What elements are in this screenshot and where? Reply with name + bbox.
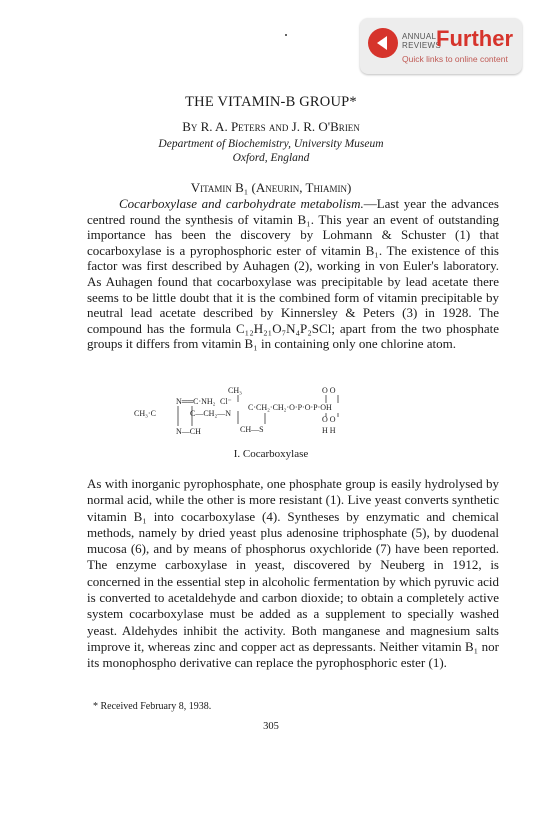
formula-o-bottom: O O (322, 415, 336, 424)
formula-ch-s: CH—S (240, 425, 264, 434)
paragraph-1 (87, 196, 499, 352)
speck (285, 34, 287, 36)
article-title: THE VITAMIN-B GROUP* (185, 94, 357, 110)
formula-chain: C·CH₂·CH₂·O·P·O·P·OH (248, 403, 332, 412)
page-number: 305 (263, 721, 279, 732)
formula-ch3-top: CH₃ (228, 386, 242, 395)
paragraph-1-lead: Cocarboxylase and carbohydrate metabolism. (119, 196, 364, 211)
formula-h-bottom: H H (322, 426, 336, 435)
affiliation-line2: Oxford, England (232, 152, 310, 164)
cocarboxylase-structure (130, 384, 370, 442)
paragraph-2: As with inorganic pyrophosphate, one phosphate group is easily hydrolysed by normal acid, while the other is more resistant (1). Live yeast converts synthetic vitamin B₁ into cocarboxylase (4). Syntheses by enzymatic and chemical methods, namely by dried yeast plus adenosine triphosphate (5), by duodenal mucosa (6), and by means of phosphorus oxychloride (7) have been reported. The enzyme carboxylase in yeast, discovered by Neuberg in 1912, is concerned in the essential step in alcoholic fermentation by which pyruvic acid is converted to acetaldehyde and carbon dioxide; to obtain a completely active system cocarboxylase must be added as a supplement to specially washed yeast. Aldehydes inhibit the activity. Both manganese and magnesium salts improve it, whereas zinc and copper act as depressants. Neither vitamin B₁ nor its monophospho derivative can replace the pyrophosphoric ester (1). (87, 476, 499, 671)
formula-cl: Cl⁻ (220, 397, 232, 406)
banner-annual: ANNUAL (402, 32, 437, 41)
formula-o-top: O O (322, 386, 336, 395)
formula-n-ch: N—CH (176, 427, 201, 436)
figure-caption: I. Cocarboxylase (233, 448, 309, 460)
formula-nh2-group: N══C·NH₂ (176, 397, 216, 406)
banner-reviews: REVIEWS (402, 41, 441, 50)
play-arrow-icon (368, 28, 398, 58)
formula-left-ch3: CH₃·C (134, 409, 156, 418)
footnote: * Received February 8, 1938. (93, 701, 212, 712)
affiliation-line1: Department of Biochemistry, University Museum (158, 138, 384, 150)
banner-further[interactable]: Further (436, 26, 513, 51)
further-banner[interactable] (360, 18, 522, 74)
formula-ch2-link: C—CH₂—N (190, 409, 232, 418)
paragraph-1-text: —Last year the advances centred round the synthesis of vitamin B₁. This year an event of outstanding importance has been the discovery by Lohmann & Schuster (1) that cocarboxylase is a pyrophosphoric ester of vitamin B₁. The existence of this factor was first described by Auhagen (2), working in von Euler's laboratory. As Auhagen found that cocarboxylase was precipitable by lead acetate there seems to be little doubt that it is the combined form of vitamin precipitable by neutral lead acetate described by Kinnersley & Peters (3) in 1928. The compound has the formula C₁₂H₂₁O₇N₄P₂SCl; apart from the two phosphate groups it differs from vitamin B₁ in containing only one chlorine atom. (87, 196, 499, 352)
banner-subtitle[interactable]: Quick links to online content (402, 54, 508, 64)
article-authors: By R. A. Peters and J. R. O'Brien (182, 119, 360, 134)
section-heading: Vitamin B₁ (Aneurin, Thiamin) (190, 180, 352, 195)
